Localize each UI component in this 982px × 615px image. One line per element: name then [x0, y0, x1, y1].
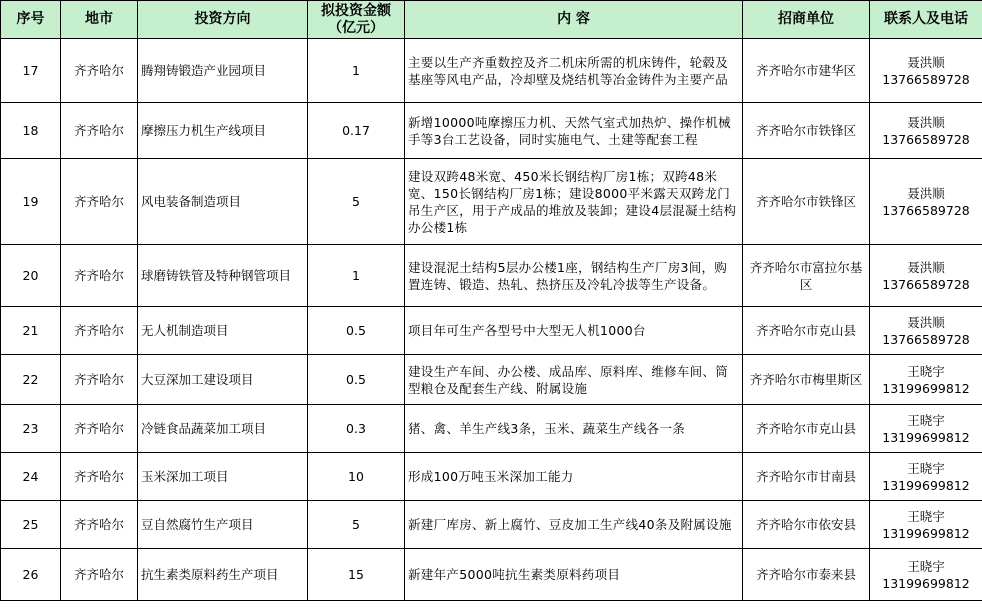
- row-unit: 齐齐哈尔市泰来县: [743, 549, 870, 601]
- row-number: 17: [1, 39, 61, 103]
- contact-phone: 13199699812: [882, 575, 970, 591]
- row-number: 23: [1, 405, 61, 453]
- contact-phone: 13766589728: [882, 202, 970, 218]
- header-no: 序号: [1, 1, 61, 39]
- row-city: 齐齐哈尔: [61, 405, 138, 453]
- row-direction: 冷链食品蔬菜加工项目: [138, 405, 308, 453]
- row-unit: 齐齐哈尔市铁锋区: [743, 103, 870, 159]
- row-unit: 齐齐哈尔市依安县: [743, 501, 870, 549]
- row-number: 22: [1, 355, 61, 405]
- row-contact: [870, 453, 982, 501]
- row-unit: 齐齐哈尔市建华区: [743, 39, 870, 103]
- row-unit: 齐齐哈尔市铁锋区: [743, 159, 870, 245]
- contact-name: 王晓宇: [907, 508, 945, 524]
- row-city: 齐齐哈尔: [61, 39, 138, 103]
- table-row: [1, 405, 982, 453]
- row-content: 建设混泥土结构5层办公楼1座，钢结构生产厂房3间，购置连铸、锻造、热轧、热挤压及冷轧冷拔等生产设备。: [405, 245, 743, 307]
- row-unit: 齐齐哈尔市克山县: [743, 405, 870, 453]
- header-amount: 拟投资金额（亿元）: [308, 1, 405, 39]
- row-contact: [870, 159, 982, 245]
- row-unit: 齐齐哈尔市甘南县: [743, 453, 870, 501]
- contact-phone: 13766589728: [882, 331, 970, 347]
- header-unit: 招商单位: [743, 1, 870, 39]
- row-city: 齐齐哈尔: [61, 549, 138, 601]
- row-content: 形成100万吨玉米深加工能力: [405, 453, 743, 501]
- contact-phone: 13766589728: [882, 276, 970, 292]
- row-city: 齐齐哈尔: [61, 307, 138, 355]
- header-contact: 联系人及电话: [870, 1, 982, 39]
- row-number: 18: [1, 103, 61, 159]
- table-row: [1, 159, 982, 245]
- contact-name: 聂洪顺: [907, 185, 945, 201]
- row-content: 主要以生产齐重数控及齐二机床所需的机床铸件，轮毂及基座等风电产品，冷却壁及烧结机等冶金铸件为主要产品: [405, 39, 743, 103]
- contact-name: 聂洪顺: [907, 259, 945, 275]
- row-number: 19: [1, 159, 61, 245]
- row-unit: 齐齐哈尔市梅里斯区: [743, 355, 870, 405]
- row-number: 26: [1, 549, 61, 601]
- contact-phone: 13766589728: [882, 131, 970, 147]
- row-unit: 齐齐哈尔市克山县: [743, 307, 870, 355]
- row-amount: 0.5: [308, 307, 405, 355]
- row-content: 建设双跨48米宽、450米长钢结构厂房1栋；双跨48米宽、150长钢结构厂房1栋；建设8000平米露天双跨龙门吊生产区，用于产成品的堆放及装卸；建设4层混凝土结构办公楼1栋: [405, 159, 743, 245]
- row-contact: [870, 355, 982, 405]
- row-city: 齐齐哈尔: [61, 355, 138, 405]
- row-contact: [870, 405, 982, 453]
- contact-phone: 13199699812: [882, 380, 970, 396]
- row-city: 齐齐哈尔: [61, 159, 138, 245]
- header-content: 内 容: [405, 1, 743, 39]
- row-amount: 5: [308, 501, 405, 549]
- contact-name: 王晓宇: [907, 558, 945, 574]
- table-row: [1, 307, 982, 355]
- row-contact: [870, 307, 982, 355]
- contact-phone: 13766589728: [882, 71, 970, 87]
- row-number: 20: [1, 245, 61, 307]
- row-direction: 风电装备制造项目: [138, 159, 308, 245]
- row-content: 猪、禽、羊生产线3条，玉米、蔬菜生产线各一条: [405, 405, 743, 453]
- contact-name: 王晓宇: [907, 363, 945, 379]
- table-row: [1, 501, 982, 549]
- row-amount: 1: [308, 39, 405, 103]
- contact-name: 王晓宇: [907, 460, 945, 476]
- row-amount: 1: [308, 245, 405, 307]
- row-amount: 5: [308, 159, 405, 245]
- row-content: 新建年产5000吨抗生素类原料药项目: [405, 549, 743, 601]
- row-contact: [870, 103, 982, 159]
- contact-phone: 13199699812: [882, 429, 970, 445]
- row-city: 齐齐哈尔: [61, 103, 138, 159]
- row-contact: [870, 245, 982, 307]
- row-number: 25: [1, 501, 61, 549]
- row-direction: 抗生素类原料药生产项目: [138, 549, 308, 601]
- row-amount: 0.17: [308, 103, 405, 159]
- contact-name: 聂洪顺: [907, 114, 945, 130]
- row-direction: 腾翔铸锻造产业园项目: [138, 39, 308, 103]
- contact-phone: 13199699812: [882, 477, 970, 493]
- row-content: 项目年可生产各型号中大型无人机1000台: [405, 307, 743, 355]
- row-direction: 大豆深加工建设项目: [138, 355, 308, 405]
- row-direction: 无人机制造项目: [138, 307, 308, 355]
- contact-phone: 13199699812: [882, 525, 970, 541]
- row-number: 24: [1, 453, 61, 501]
- row-number: 21: [1, 307, 61, 355]
- row-content: 新增10000吨摩擦压力机、天然气室式加热炉、操作机械手等3台工艺设备，同时实施电气、土建等配套工程: [405, 103, 743, 159]
- row-contact: [870, 39, 982, 103]
- row-amount: 0.3: [308, 405, 405, 453]
- row-direction: 摩擦压力机生产线项目: [138, 103, 308, 159]
- row-contact: [870, 549, 982, 601]
- contact-name: 聂洪顺: [907, 314, 945, 330]
- header-direction: 投资方向: [138, 1, 308, 39]
- row-city: 齐齐哈尔: [61, 501, 138, 549]
- row-city: 齐齐哈尔: [61, 453, 138, 501]
- header-row: [1, 1, 982, 39]
- row-amount: 15: [308, 549, 405, 601]
- contact-name: 聂洪顺: [907, 54, 945, 70]
- table-row: [1, 355, 982, 405]
- row-direction: 球磨铸铁管及特种钢管项目: [138, 245, 308, 307]
- row-contact: [870, 501, 982, 549]
- contact-name: 王晓宇: [907, 412, 945, 428]
- row-content: 新建厂库房、新上腐竹、豆皮加工生产线40条及附属设施: [405, 501, 743, 549]
- row-city: 齐齐哈尔: [61, 245, 138, 307]
- table-row: [1, 453, 982, 501]
- row-direction: 豆自然腐竹生产项目: [138, 501, 308, 549]
- row-amount: 10: [308, 453, 405, 501]
- row-content: 建设生产车间、办公楼、成品库、原料库、维修车间、筒型粮仓及配套生产线、附属设施: [405, 355, 743, 405]
- table-body: [1, 39, 982, 601]
- row-amount: 0.5: [308, 355, 405, 405]
- row-direction: 玉米深加工项目: [138, 453, 308, 501]
- header-city: 地市: [61, 1, 138, 39]
- table-row: [1, 103, 982, 159]
- table-row: [1, 39, 982, 103]
- table-row: [1, 245, 982, 307]
- table-row: [1, 549, 982, 601]
- row-unit: 齐齐哈尔市富拉尔基区: [743, 245, 870, 307]
